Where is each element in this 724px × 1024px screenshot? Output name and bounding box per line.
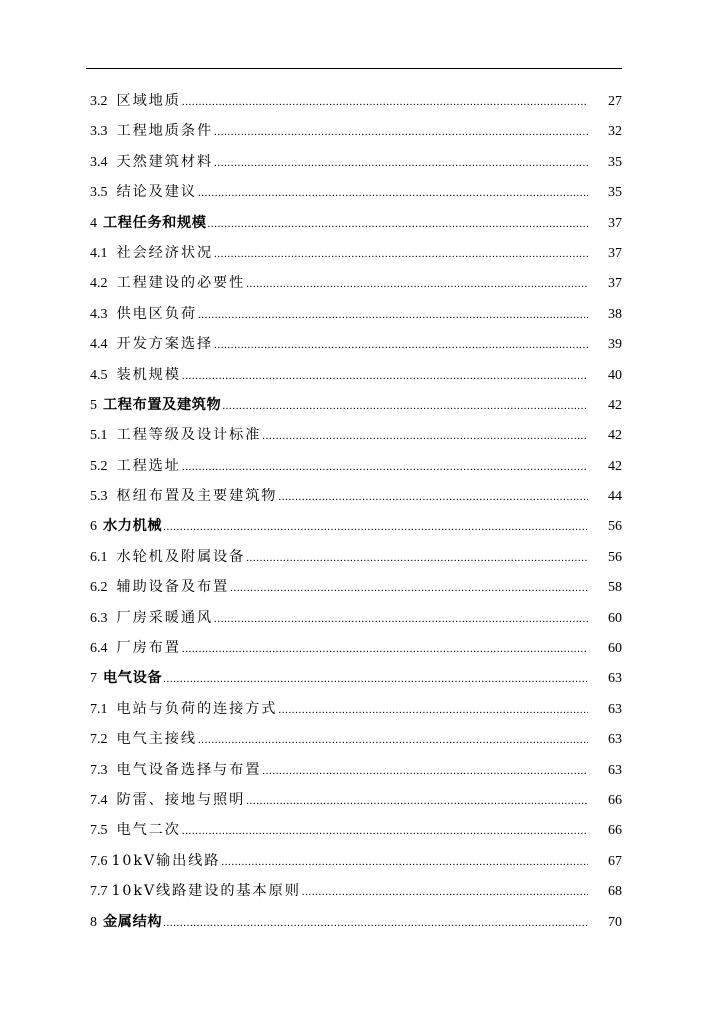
- toc-section-entry[interactable]: [90, 724, 622, 754]
- toc-entry-number: 7.5: [90, 823, 108, 839]
- toc-section-entry[interactable]: [90, 360, 622, 390]
- toc-entry-title: 10kV输出线路: [111, 852, 221, 869]
- toc-section-entry[interactable]: [90, 147, 622, 177]
- toc-page-number: 63: [608, 732, 622, 748]
- toc-page-number: 66: [608, 792, 622, 808]
- toc-dot-leader: [246, 269, 588, 299]
- toc-entry-number: 5.2: [90, 458, 108, 474]
- toc-dot-leader: [246, 543, 588, 573]
- toc-entry-title: 防雷、接地与照明: [116, 791, 246, 808]
- toc-entry-number: 5: [90, 397, 97, 413]
- toc-entry-title: 电气设备: [103, 670, 163, 687]
- toc-entry-number: 6.2: [90, 580, 108, 596]
- toc-section-entry[interactable]: [90, 694, 622, 724]
- toc-entry-number: 3.3: [90, 124, 108, 140]
- toc-entry-number: 6.1: [90, 549, 108, 565]
- toc-page-number: 63: [608, 671, 622, 687]
- toc-section-entry[interactable]: [90, 481, 622, 511]
- toc-dot-leader: [214, 148, 588, 178]
- toc-section-entry[interactable]: [90, 177, 622, 207]
- toc-entry-number: 7.1: [90, 701, 108, 717]
- toc-section-entry[interactable]: [90, 329, 622, 359]
- toc-entry-number: 7.7: [90, 884, 108, 900]
- toc-entry-title: 水力机械: [103, 518, 163, 535]
- toc-entry-title: 社会经济状况: [116, 244, 214, 261]
- toc-dot-leader: [198, 725, 588, 755]
- toc-dot-leader: [182, 361, 588, 391]
- toc-entry-title: 装机规模: [116, 366, 181, 383]
- toc-entry-title: 10kV线路建设的基本原则: [111, 883, 301, 900]
- toc-entry-number: 7.6: [90, 853, 108, 869]
- toc-section-entry[interactable]: [90, 876, 622, 906]
- toc-page-number: 66: [608, 823, 622, 839]
- toc-dot-leader: [198, 300, 588, 330]
- toc-entry-title: 开发方案选择: [116, 336, 214, 353]
- toc-entry-title: 电气主接线: [116, 731, 197, 748]
- toc-entry-number: 3.2: [90, 94, 108, 109]
- toc-entry-number: 7.3: [90, 762, 108, 778]
- toc-page-number: 42: [608, 397, 622, 413]
- toc-section-entry[interactable]: [90, 86, 622, 116]
- toc-entry-title: 电站与负荷的连接方式: [116, 700, 278, 717]
- toc-entry-number: 4.5: [90, 367, 108, 383]
- toc-dot-leader: [182, 87, 588, 117]
- toc-section-entry[interactable]: [90, 542, 622, 572]
- toc-entry-number: 3.5: [90, 185, 108, 201]
- toc-entry-number: 3.4: [90, 154, 108, 170]
- toc-page-number: 42: [608, 458, 622, 474]
- toc-entry-number: 7.2: [90, 732, 108, 748]
- toc-entry-number: 5.1: [90, 428, 108, 444]
- toc-entry-number: 4.4: [90, 337, 108, 353]
- toc-dot-leader: [246, 786, 588, 816]
- toc-page-number: 32: [608, 124, 622, 140]
- toc-entry-number: 4.2: [90, 276, 108, 292]
- toc-page-number: 39: [608, 337, 622, 353]
- toc-dot-leader: [262, 756, 588, 786]
- toc-section-entry[interactable]: [90, 815, 622, 845]
- toc-dot-leader: [302, 877, 588, 907]
- toc-section-entry[interactable]: [90, 755, 622, 785]
- toc-entry-number: 8: [90, 914, 97, 930]
- toc-entry-title: 结论及建议: [116, 184, 197, 201]
- toc-entry-title: 厂房采暖通风: [116, 609, 214, 626]
- toc-section-entry[interactable]: [90, 603, 622, 633]
- toc-page-number: 37: [608, 276, 622, 292]
- toc-entry-number: 4.1: [90, 245, 108, 261]
- toc-entry-number: 5.3: [90, 489, 108, 505]
- toc-page-number: 68: [608, 884, 622, 900]
- toc-dot-leader: [214, 239, 588, 269]
- toc-page-number: 63: [608, 762, 622, 778]
- toc-entry-title: 电气二次: [116, 822, 181, 839]
- toc-entry-number: 6.4: [90, 641, 108, 657]
- header-rule: [86, 68, 622, 69]
- table-of-contents: [90, 86, 622, 937]
- toc-entry-title: 电气设备选择与布置: [116, 761, 262, 778]
- toc-dot-leader: [182, 816, 588, 846]
- toc-section-entry[interactable]: [90, 238, 622, 268]
- toc-entry-title: 区域地质: [116, 93, 181, 109]
- toc-page-number: 67: [608, 853, 622, 869]
- toc-entry-title: 厂房布置: [116, 640, 181, 657]
- toc-dot-leader: [163, 512, 588, 542]
- toc-entry-number: 6: [90, 519, 97, 535]
- toc-page-number: 35: [608, 185, 622, 201]
- toc-page-number: 70: [608, 914, 622, 930]
- toc-page-number: 56: [608, 519, 622, 535]
- toc-dot-leader: [163, 908, 588, 938]
- toc-entry-title: 工程建设的必要性: [116, 275, 246, 292]
- toc-dot-leader: [222, 391, 588, 421]
- toc-page-number: 27: [608, 94, 622, 109]
- toc-dot-leader: [262, 421, 588, 451]
- toc-section-entry[interactable]: [90, 420, 622, 450]
- toc-section-entry[interactable]: [90, 785, 622, 815]
- toc-chapter-entry[interactable]: [90, 208, 622, 238]
- toc-entry-title: 供电区负荷: [116, 305, 197, 322]
- toc-entry-title: 天然建筑材料: [116, 153, 214, 170]
- toc-section-entry[interactable]: [90, 116, 622, 146]
- toc-page-number: 37: [608, 245, 622, 261]
- toc-dot-leader: [214, 604, 588, 634]
- toc-chapter-entry[interactable]: [90, 907, 622, 937]
- toc-chapter-entry[interactable]: [90, 663, 622, 693]
- toc-page-number: 38: [608, 306, 622, 322]
- toc-section-entry[interactable]: [90, 846, 622, 876]
- toc-dot-leader: [198, 178, 588, 208]
- toc-entry-title: 工程布置及建筑物: [103, 396, 222, 413]
- toc-dot-leader: [278, 482, 588, 512]
- toc-page-number: 44: [608, 489, 622, 505]
- toc-entry-title: 工程等级及设计标准: [116, 427, 262, 444]
- toc-entry-number: 7.4: [90, 792, 108, 808]
- toc-page-number: 56: [608, 549, 622, 565]
- toc-chapter-entry[interactable]: [90, 511, 622, 541]
- toc-entry-title: 工程任务和规模: [103, 214, 207, 231]
- toc-page-number: 58: [608, 580, 622, 596]
- toc-dot-leader: [221, 847, 588, 877]
- toc-section-entry[interactable]: [90, 299, 622, 329]
- toc-page-number: 63: [608, 701, 622, 717]
- toc-dot-leader: [182, 634, 588, 664]
- toc-dot-leader: [278, 695, 588, 725]
- toc-entry-title: 金属结构: [103, 913, 163, 930]
- toc-entry-title: 工程地质条件: [116, 123, 214, 140]
- toc-page-number: 60: [608, 610, 622, 626]
- toc-dot-leader: [214, 330, 588, 360]
- toc-page-number: 37: [608, 215, 622, 231]
- toc-section-entry[interactable]: [90, 451, 622, 481]
- toc-page-number: 35: [608, 154, 622, 170]
- toc-entry-title: 工程选址: [116, 457, 181, 474]
- toc-entry-title: 枢纽布置及主要建筑物: [116, 488, 278, 505]
- toc-page-number: 60: [608, 641, 622, 657]
- toc-entry-number: 4.3: [90, 306, 108, 322]
- toc-entry-title: 辅助设备及布置: [116, 579, 230, 596]
- toc-entry-number: 4: [90, 215, 97, 231]
- toc-dot-leader: [214, 117, 588, 147]
- toc-entry-number: 7: [90, 671, 97, 687]
- toc-dot-leader: [163, 664, 588, 694]
- toc-dot-leader: [230, 573, 588, 603]
- toc-section-entry[interactable]: [90, 572, 622, 602]
- toc-section-entry[interactable]: [90, 633, 622, 663]
- toc-dot-leader: [182, 452, 588, 482]
- toc-dot-leader: [208, 209, 588, 239]
- toc-section-entry[interactable]: [90, 268, 622, 298]
- toc-chapter-entry[interactable]: [90, 390, 622, 420]
- toc-page-number: 42: [608, 428, 622, 444]
- toc-entry-number: 6.3: [90, 610, 108, 626]
- toc-page-number: 40: [608, 367, 622, 383]
- toc-entry-title: 水轮机及附属设备: [116, 548, 246, 565]
